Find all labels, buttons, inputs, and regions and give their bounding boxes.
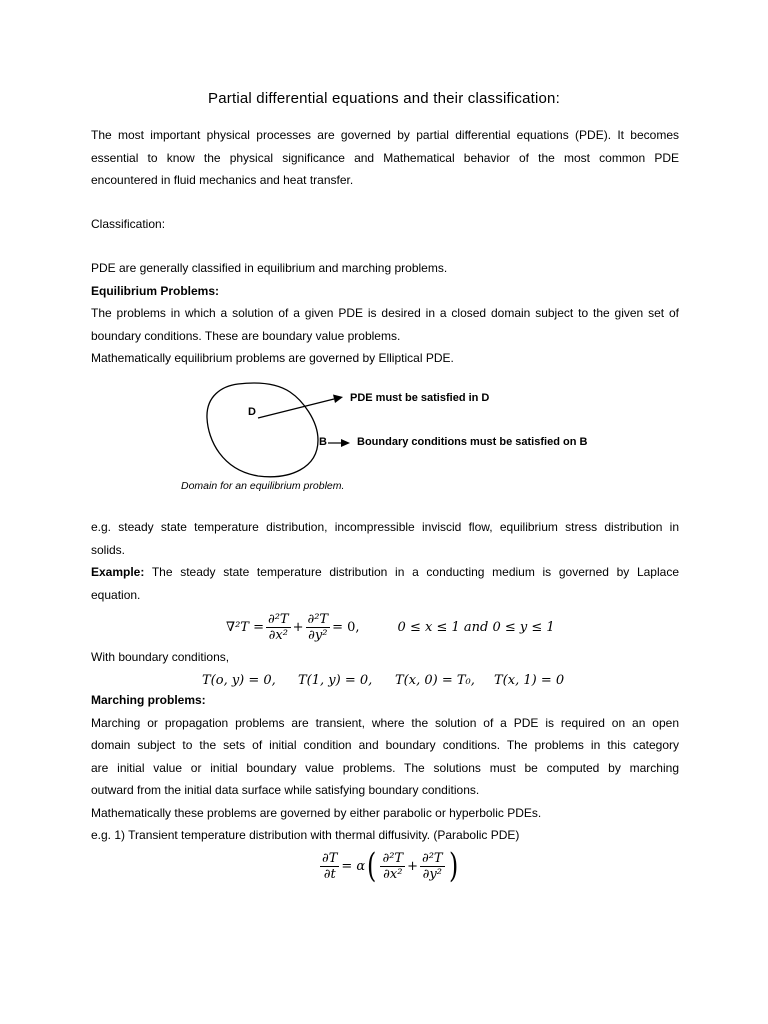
examples-section xyxy=(91,516,679,606)
equilibrium-line: Mathematically equilibrium problems are governed by Elliptical PDE. xyxy=(91,351,454,365)
boundary-condition: T(1, y) = 0, xyxy=(298,672,373,688)
equilibrium-line: boundary conditions. These are boundary value problems. xyxy=(91,328,401,343)
equilibrium-heading: Equilibrium Problems: xyxy=(91,283,220,298)
fraction-denominator: ∂y² xyxy=(422,866,442,882)
annotation-b: Boundary conditions must be satisfied on B xyxy=(357,436,588,448)
plus-sign: + xyxy=(292,619,304,635)
example-label: Example: xyxy=(91,565,145,579)
intro-line: encountered in fluid mechanics and heat transfer. xyxy=(91,173,354,187)
fraction xyxy=(320,851,339,882)
diagram-label-b: B xyxy=(319,436,327,448)
fraction xyxy=(380,851,405,882)
fraction-numerator: ∂T xyxy=(322,850,338,866)
fraction-denominator: ∂x² xyxy=(383,866,403,882)
fraction-numerator: ∂²T xyxy=(307,611,329,627)
marching-line: are initial value or initial boundary value problems. The solutions must be computed by marching xyxy=(91,760,679,775)
fraction-numerator: ∂²T xyxy=(382,850,404,866)
boundary-conditions xyxy=(202,670,564,690)
annotation-d: PDE must be satisfied in D xyxy=(350,392,490,404)
eg-line: solids. xyxy=(91,542,126,557)
intro-line: The most important physical processes are governed by partial differential equations (PDE). It becomes xyxy=(91,128,679,142)
marching-line: domain subject to the sets of initial condition and boundary conditions. The problems in this category xyxy=(91,738,679,752)
marching-heading: Marching problems: xyxy=(91,693,206,707)
laplace-lhs: ∇²T = xyxy=(226,619,264,635)
equilibrium-line: The problems in which a solution of a given PDE is desired in a closed domain subject to the given set of xyxy=(91,306,679,320)
page-title: Partial differential equations and their classification: xyxy=(208,90,560,107)
right-paren: ) xyxy=(448,846,458,886)
fraction-denominator: ∂x² xyxy=(268,627,288,643)
marching-line: outward from the initial data surface while satisfying boundary conditions. xyxy=(91,783,480,797)
fraction-numerator: ∂²T xyxy=(267,611,289,627)
boundary-condition: T(o, y) = 0, xyxy=(202,672,276,688)
fraction-numerator: ∂²T xyxy=(422,850,443,866)
marching-line: Marching or propagation problems are transient, where the solution of a PDE is required on an open xyxy=(91,715,679,730)
example-line xyxy=(91,561,679,584)
classification-text: PDE are generally classified in equilibrium and marching problems. xyxy=(91,261,448,275)
boundary-condition: T(x, 1) = 0 xyxy=(494,672,565,688)
fraction xyxy=(266,612,291,643)
classification-heading: Classification: xyxy=(91,217,166,231)
heat-equals-alpha: = α xyxy=(341,858,366,874)
laplace-domain: 0 ≤ x ≤ 1 and 0 ≤ y ≤ 1 xyxy=(397,619,555,635)
fraction-denominator: ∂y² xyxy=(308,627,328,643)
heat-equation xyxy=(318,844,460,888)
arrow-b-head xyxy=(341,439,350,447)
fraction-denominator: ∂t xyxy=(323,866,336,882)
fraction xyxy=(306,612,331,643)
marching-line: Mathematically these problems are governed by either parabolic or hyperbolic PDEs. xyxy=(91,805,542,820)
example-text: The steady state temperature distribution in a conducting medium is governed by Laplace xyxy=(144,565,679,579)
diagram-label-d: D xyxy=(248,406,256,418)
diagram-caption: Domain for an equilibrium problem. xyxy=(181,480,345,492)
domain-boundary xyxy=(207,383,318,477)
intro-line: essential to know the physical significance and Mathematical behavior of the most common PDE xyxy=(91,150,679,165)
fraction xyxy=(420,851,445,882)
boundary-condition: T(x, 0) = T₀, xyxy=(395,672,475,688)
marching-line: e.g. 1) Transient temperature distribution with thermal diffusivity. (Parabolic PDE) xyxy=(91,828,520,842)
plus-sign: + xyxy=(407,858,418,874)
eg-line: e.g. steady state temperature distribution, incompressible inviscid flow, equilibrium stress distribution in xyxy=(91,520,679,534)
marching-section xyxy=(91,689,679,847)
arrow-d xyxy=(258,399,334,418)
laplace-rhs: = 0, xyxy=(332,619,360,635)
arrow-d-head xyxy=(333,395,343,404)
example-line: equation. xyxy=(91,587,141,602)
laplace-equation xyxy=(226,608,555,646)
bc-label: With boundary conditions, xyxy=(91,650,230,664)
left-paren: ( xyxy=(367,846,377,886)
